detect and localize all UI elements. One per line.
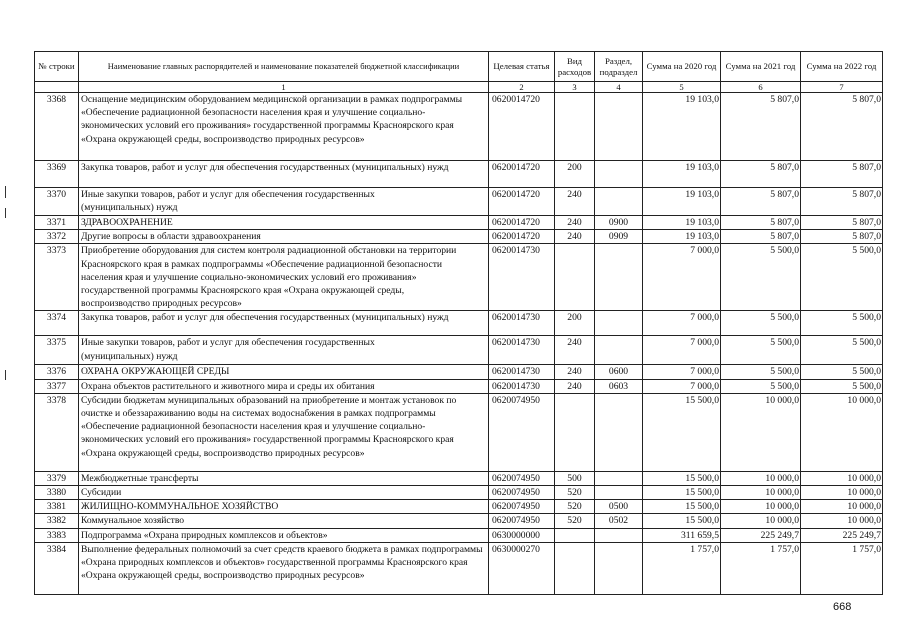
column-number xyxy=(35,82,79,93)
column-number: 2 xyxy=(489,82,555,93)
row-sum-2020: 19 103,0 xyxy=(643,230,721,244)
row-target-article: 0620014730 xyxy=(489,379,555,393)
row-target-article: 0620014720 xyxy=(489,230,555,244)
row-expense-type: 520 xyxy=(555,500,595,514)
row-number: 3372 xyxy=(35,230,79,244)
row-expense-type xyxy=(555,528,595,542)
column-number: 4 xyxy=(595,82,643,93)
row-sum-2021: 5 807,0 xyxy=(721,93,801,161)
row-name: Подпрограмма «Охрана природных комплексов и объектов» xyxy=(79,528,489,542)
row-target-article: 0620074950 xyxy=(489,514,555,528)
header-name: Наименование главных распорядителей и наименование показателей бюджетной классификации xyxy=(79,52,489,82)
row-sum-2021: 1 757,0 xyxy=(721,542,801,594)
header-sum-2022: Сумма на 2022 год xyxy=(801,52,883,82)
row-name: Оснащение медицинским оборудованием медицинской организации в рамках подпрограммы «Обеспечение радиационной безопасности населения края и улучшение социально-экономических условий его проживания» государственной программы Красноярского края «Охрана окружающей среды, воспроизводство природных ресурсов» xyxy=(79,93,489,161)
row-number: 3379 xyxy=(35,471,79,485)
row-target-article: 0620014730 xyxy=(489,336,555,365)
row-sum-2020: 311 659,5 xyxy=(643,528,721,542)
row-expense-type xyxy=(555,393,595,471)
row-name: ОХРАНА ОКРУЖАЮЩЕЙ СРЕДЫ xyxy=(79,365,489,379)
row-sum-2020: 15 500,0 xyxy=(643,514,721,528)
row-section xyxy=(595,93,643,161)
row-section xyxy=(595,471,643,485)
row-expense-type: 240 xyxy=(555,336,595,365)
row-target-article: 0630000270 xyxy=(489,542,555,594)
row-sum-2021: 5 500,0 xyxy=(721,365,801,379)
row-sum-2022: 1 757,0 xyxy=(801,542,883,594)
row-sum-2022: 5 807,0 xyxy=(801,188,883,216)
column-number-row xyxy=(35,82,883,93)
row-section xyxy=(595,336,643,365)
row-sum-2020: 7 000,0 xyxy=(643,365,721,379)
table-row xyxy=(35,93,883,161)
header-row xyxy=(35,52,883,82)
row-sum-2021: 10 000,0 xyxy=(721,486,801,500)
row-target-article: 0620014720 xyxy=(489,216,555,230)
row-sum-2022: 5 807,0 xyxy=(801,161,883,188)
row-name: Выполнение федеральных полномочий за счет средств краевого бюджета в рамках подпрограммы «Охрана природных комплексов и объектов» государственной программы Красноярского края «Охрана окружающей среды, воспроизводство природных ресурсов» xyxy=(79,542,489,594)
header-section: Раздел, подраздел xyxy=(595,52,643,82)
row-sum-2021: 5 807,0 xyxy=(721,230,801,244)
row-expense-type: 240 xyxy=(555,379,595,393)
table-row xyxy=(35,542,883,594)
table-row xyxy=(35,379,883,393)
row-expense-type: 240 xyxy=(555,216,595,230)
row-target-article: 0620014720 xyxy=(489,188,555,216)
row-sum-2022: 5 807,0 xyxy=(801,216,883,230)
row-sum-2021: 10 000,0 xyxy=(721,500,801,514)
row-sum-2022: 10 000,0 xyxy=(801,514,883,528)
row-number: 3377 xyxy=(35,379,79,393)
row-expense-type: 240 xyxy=(555,365,595,379)
row-name: Приобретение оборудования для систем контроля радиационной обстановки на территории Красноярского края в рамках подпрограммы «Обеспечение радиационной безопасности населения края и улучшение социально-экономических условий его проживания» государственной программы Красноярского края «Охрана окружающей среды, воспроизводство природных ресурсов» xyxy=(79,244,489,311)
table-row xyxy=(35,311,883,336)
budget-table xyxy=(34,51,883,595)
row-sum-2021: 10 000,0 xyxy=(721,471,801,485)
row-expense-type: 240 xyxy=(555,188,595,216)
table-row xyxy=(35,528,883,542)
row-name: Субсидии xyxy=(79,486,489,500)
row-number: 3381 xyxy=(35,500,79,514)
row-section: 0603 xyxy=(595,379,643,393)
row-target-article: 0620014720 xyxy=(489,161,555,188)
row-sum-2022: 5 500,0 xyxy=(801,336,883,365)
row-sum-2021: 10 000,0 xyxy=(721,393,801,471)
row-expense-type xyxy=(555,244,595,311)
row-target-article: 0620074950 xyxy=(489,486,555,500)
row-name: Закупка товаров, работ и услуг для обеспечения государственных (муниципальных) нужд xyxy=(79,161,489,188)
row-sum-2020: 15 500,0 xyxy=(643,500,721,514)
row-target-article: 0620074950 xyxy=(489,471,555,485)
row-section xyxy=(595,528,643,542)
column-number: 6 xyxy=(721,82,801,93)
table-row xyxy=(35,216,883,230)
table-row xyxy=(35,514,883,528)
row-target-article: 0620014730 xyxy=(489,365,555,379)
margin-mark xyxy=(5,208,6,218)
row-target-article: 0620074950 xyxy=(489,500,555,514)
header-expense-type: Вид расходов xyxy=(555,52,595,82)
row-section: 0502 xyxy=(595,514,643,528)
row-name: Иные закупки товаров, работ и услуг для обеспечения государственных (муниципальных) нужд xyxy=(79,188,489,216)
row-expense-type: 240 xyxy=(555,230,595,244)
table-row xyxy=(35,188,883,216)
row-number: 3368 xyxy=(35,93,79,161)
row-number: 3374 xyxy=(35,311,79,336)
table-row xyxy=(35,161,883,188)
row-sum-2021: 5 807,0 xyxy=(721,161,801,188)
table-row xyxy=(35,365,883,379)
row-expense-type xyxy=(555,542,595,594)
header-sum-2021: Сумма на 2021 год xyxy=(721,52,801,82)
row-sum-2022: 10 000,0 xyxy=(801,393,883,471)
row-section: 0600 xyxy=(595,365,643,379)
table-row xyxy=(35,244,883,311)
row-sum-2021: 10 000,0 xyxy=(721,514,801,528)
row-sum-2022: 5 807,0 xyxy=(801,93,883,161)
row-number: 3384 xyxy=(35,542,79,594)
column-number: 3 xyxy=(555,82,595,93)
margin-mark xyxy=(5,186,6,198)
row-expense-type: 500 xyxy=(555,471,595,485)
table-row xyxy=(35,230,883,244)
row-section: 0909 xyxy=(595,230,643,244)
table-row xyxy=(35,500,883,514)
row-sum-2022: 225 249,7 xyxy=(801,528,883,542)
row-name: Закупка товаров, работ и услуг для обеспечения государственных (муниципальных) нужд xyxy=(79,311,489,336)
row-sum-2021: 225 249,7 xyxy=(721,528,801,542)
column-number: 7 xyxy=(801,82,883,93)
header-target-article: Целевая статья xyxy=(489,52,555,82)
row-sum-2020: 7 000,0 xyxy=(643,244,721,311)
row-number: 3383 xyxy=(35,528,79,542)
row-number: 3370 xyxy=(35,188,79,216)
row-sum-2020: 15 500,0 xyxy=(643,471,721,485)
row-target-article: 0620014730 xyxy=(489,311,555,336)
margin-mark xyxy=(5,370,6,380)
column-number: 1 xyxy=(79,82,489,93)
row-sum-2021: 5 807,0 xyxy=(721,188,801,216)
row-number: 3371 xyxy=(35,216,79,230)
row-name: ЖИЛИЩНО-КОММУНАЛЬНОЕ ХОЗЯЙСТВО xyxy=(79,500,489,514)
row-number: 3373 xyxy=(35,244,79,311)
row-name: Иные закупки товаров, работ и услуг для обеспечения государственных (муниципальных) нужд xyxy=(79,336,489,365)
row-sum-2022: 5 500,0 xyxy=(801,379,883,393)
row-sum-2022: 5 807,0 xyxy=(801,230,883,244)
row-sum-2020: 15 500,0 xyxy=(643,486,721,500)
row-section xyxy=(595,393,643,471)
row-sum-2020: 19 103,0 xyxy=(643,216,721,230)
row-section xyxy=(595,244,643,311)
row-section xyxy=(595,542,643,594)
row-sum-2020: 7 000,0 xyxy=(643,379,721,393)
row-sum-2022: 10 000,0 xyxy=(801,486,883,500)
row-number: 3382 xyxy=(35,514,79,528)
header-sum-2020: Сумма на 2020 год xyxy=(643,52,721,82)
row-sum-2022: 10 000,0 xyxy=(801,500,883,514)
row-expense-type: 520 xyxy=(555,514,595,528)
row-section xyxy=(595,188,643,216)
column-number: 5 xyxy=(643,82,721,93)
row-name: Коммунальное хозяйство xyxy=(79,514,489,528)
row-name: Охрана объектов растительного и животного мира и среды их обитания xyxy=(79,379,489,393)
row-sum-2020: 7 000,0 xyxy=(643,311,721,336)
row-sum-2022: 10 000,0 xyxy=(801,471,883,485)
row-number: 3378 xyxy=(35,393,79,471)
row-sum-2020: 19 103,0 xyxy=(643,161,721,188)
row-number: 3369 xyxy=(35,161,79,188)
row-number: 3380 xyxy=(35,486,79,500)
table-row xyxy=(35,336,883,365)
row-sum-2020: 19 103,0 xyxy=(643,188,721,216)
row-expense-type: 520 xyxy=(555,486,595,500)
row-sum-2021: 5 500,0 xyxy=(721,379,801,393)
row-sum-2021: 5 807,0 xyxy=(721,216,801,230)
row-sum-2020: 1 757,0 xyxy=(643,542,721,594)
row-sum-2022: 5 500,0 xyxy=(801,365,883,379)
row-sum-2021: 5 500,0 xyxy=(721,311,801,336)
row-target-article: 0620074950 xyxy=(489,393,555,471)
row-target-article: 0620014720 xyxy=(489,93,555,161)
row-name: Субсидии бюджетам муниципальных образований на приобретение и монтаж установок по очистке и обеззараживанию воды на системах водоснабжения в рамках подпрограммы «Обеспечение радиационной безопасности населения края и улучшение социально-экономических условий его проживания» государственной программы Красноярского края «Охрана окружающей среды, воспроизводство природных ресурсов» xyxy=(79,393,489,471)
row-sum-2022: 5 500,0 xyxy=(801,244,883,311)
row-section: 0500 xyxy=(595,500,643,514)
row-sum-2020: 15 500,0 xyxy=(643,393,721,471)
row-sum-2022: 5 500,0 xyxy=(801,311,883,336)
row-expense-type: 200 xyxy=(555,161,595,188)
row-section: 0900 xyxy=(595,216,643,230)
table-row xyxy=(35,486,883,500)
row-name: Другие вопросы в области здравоохранения xyxy=(79,230,489,244)
row-sum-2020: 19 103,0 xyxy=(643,93,721,161)
row-number: 3375 xyxy=(35,336,79,365)
table-row xyxy=(35,471,883,485)
row-sum-2021: 5 500,0 xyxy=(721,244,801,311)
row-sum-2020: 7 000,0 xyxy=(643,336,721,365)
row-expense-type xyxy=(555,93,595,161)
row-section xyxy=(595,311,643,336)
row-section xyxy=(595,161,643,188)
row-target-article: 0630000000 xyxy=(489,528,555,542)
row-section xyxy=(595,486,643,500)
row-number: 3376 xyxy=(35,365,79,379)
row-name: ЗДРАВООХРАНЕНИЕ xyxy=(79,216,489,230)
header-row-number: № строки xyxy=(35,52,79,82)
table-row xyxy=(35,393,883,471)
row-target-article: 0620014730 xyxy=(489,244,555,311)
row-name: Межбюджетные трансферты xyxy=(79,471,489,485)
row-sum-2021: 5 500,0 xyxy=(721,336,801,365)
row-expense-type: 200 xyxy=(555,311,595,336)
page-number: 668 xyxy=(833,601,852,613)
